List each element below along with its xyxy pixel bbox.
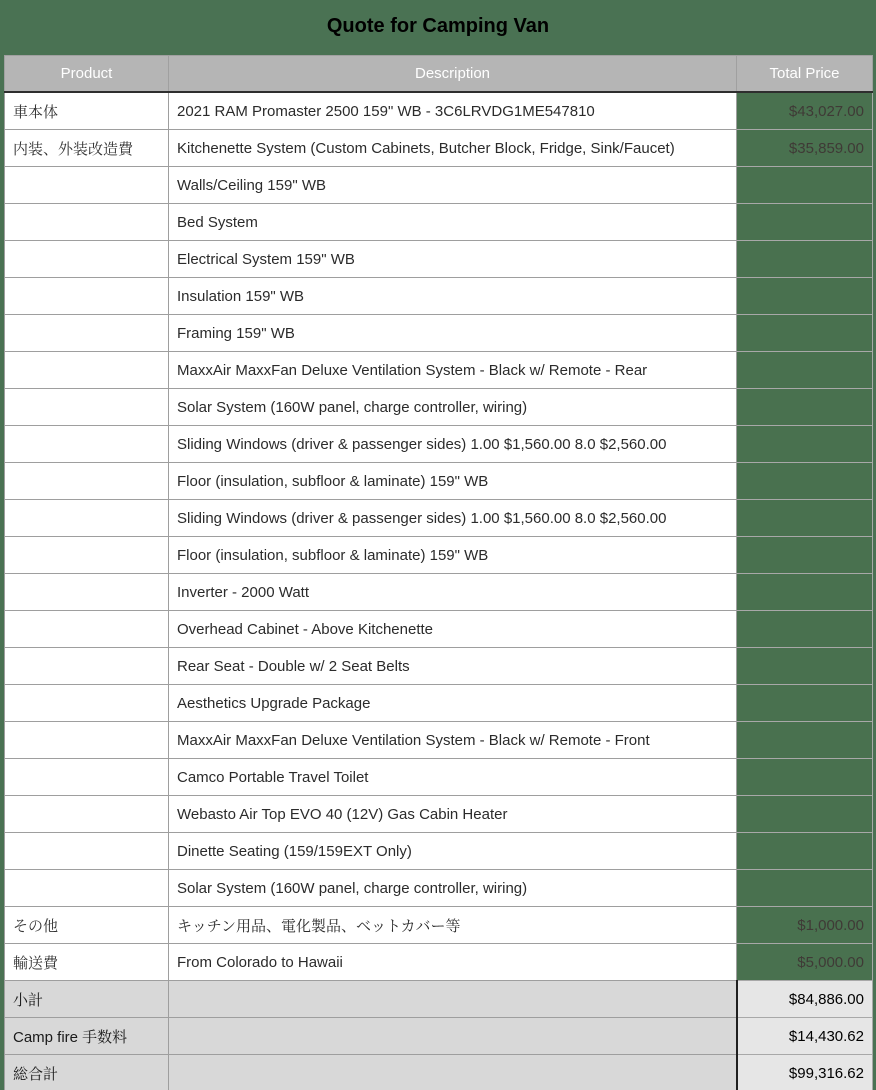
price-cell [737, 463, 873, 500]
quote-table [4, 55, 873, 1090]
product-cell: その他 [5, 907, 169, 944]
product-cell [5, 426, 169, 463]
page-title: Quote for Camping Van [326, 15, 550, 37]
product-cell: 内装、外装改造費 [5, 130, 169, 167]
price-cell [737, 611, 873, 648]
product-cell [5, 500, 169, 537]
price-cell: $5,000.00 [737, 944, 873, 981]
summary-description-cell [169, 1018, 737, 1055]
table-row [5, 167, 873, 204]
description-cell: 2021 RAM Promaster 2500 159" WB - 3C6LRVDG1ME547810 [169, 92, 737, 130]
product-cell [5, 796, 169, 833]
table-row [5, 389, 873, 426]
table-row [5, 463, 873, 500]
price-cell [737, 241, 873, 278]
description-cell: Webasto Air Top EVO 40 (12V) Gas Cabin Heater [169, 796, 737, 833]
table-row [5, 907, 873, 944]
summary-row [5, 1018, 873, 1055]
description-cell: From Colorado to Hawaii [169, 944, 737, 981]
table-row [5, 648, 873, 685]
price-cell [737, 537, 873, 574]
price-cell [737, 648, 873, 685]
price-cell [737, 870, 873, 907]
column-header-total-price: Total Price [737, 56, 873, 93]
description-cell: Electrical System 159" WB [169, 241, 737, 278]
table-row [5, 870, 873, 907]
header-row [5, 56, 873, 93]
description-cell: Solar System (160W panel, charge controller, wiring) [169, 389, 737, 426]
product-cell [5, 241, 169, 278]
description-cell: Aesthetics Upgrade Package [169, 685, 737, 722]
description-cell: MaxxAir MaxxFan Deluxe Ventilation System - Black w/ Remote - Rear [169, 352, 737, 389]
table-row [5, 278, 873, 315]
product-cell [5, 463, 169, 500]
product-cell [5, 722, 169, 759]
summary-label-cell: 総合計 [5, 1055, 169, 1090]
table-row [5, 611, 873, 648]
price-cell [737, 833, 873, 870]
product-cell [5, 537, 169, 574]
description-cell: Camco Portable Travel Toilet [169, 759, 737, 796]
product-cell [5, 204, 169, 241]
price-cell [737, 315, 873, 352]
product-cell [5, 352, 169, 389]
description-cell: Sliding Windows (driver & passenger sides) 1.00 $1,560.00 8.0 $2,560.00 [169, 500, 737, 537]
table-row [5, 500, 873, 537]
price-cell [737, 389, 873, 426]
summary-row [5, 981, 873, 1018]
product-cell [5, 167, 169, 204]
price-cell [737, 167, 873, 204]
description-cell: Insulation 159" WB [169, 278, 737, 315]
price-cell: $43,027.00 [737, 92, 873, 130]
table-row [5, 92, 873, 130]
price-cell [737, 574, 873, 611]
summary-price-cell: $14,430.62 [737, 1018, 873, 1055]
column-header-product: Product [5, 56, 169, 93]
table-row [5, 130, 873, 167]
description-cell: Sliding Windows (driver & passenger sides) 1.00 $1,560.00 8.0 $2,560.00 [169, 426, 737, 463]
table-row [5, 759, 873, 796]
description-cell: MaxxAir MaxxFan Deluxe Ventilation System - Black w/ Remote - Front [169, 722, 737, 759]
table-row [5, 685, 873, 722]
description-cell: Kitchenette System (Custom Cabinets, Butcher Block, Fridge, Sink/Faucet) [169, 130, 737, 167]
summary-label-cell: Camp fire 手数料 [5, 1018, 169, 1055]
price-cell [737, 204, 873, 241]
description-cell: Framing 159" WB [169, 315, 737, 352]
table-row [5, 204, 873, 241]
product-cell [5, 759, 169, 796]
product-cell [5, 574, 169, 611]
price-cell: $35,859.00 [737, 130, 873, 167]
description-cell: Rear Seat - Double w/ 2 Seat Belts [169, 648, 737, 685]
table-row [5, 944, 873, 981]
summary-price-cell: $99,316.62 [737, 1055, 873, 1090]
column-header-description: Description [169, 56, 737, 93]
table-row [5, 796, 873, 833]
price-cell: $1,000.00 [737, 907, 873, 944]
table-row [5, 426, 873, 463]
price-cell [737, 759, 873, 796]
product-cell: 車本体 [5, 92, 169, 130]
description-cell: Solar System (160W panel, charge controller, wiring) [169, 870, 737, 907]
price-cell [737, 352, 873, 389]
price-cell [737, 500, 873, 537]
product-cell [5, 389, 169, 426]
summary-price-cell: $84,886.00 [737, 981, 873, 1018]
product-cell [5, 278, 169, 315]
table-row [5, 241, 873, 278]
summary-rows [5, 981, 873, 1090]
product-cell: 輸送費 [5, 944, 169, 981]
product-cell [5, 833, 169, 870]
description-cell: Floor (insulation, subfloor & laminate) 159" WB [169, 537, 737, 574]
price-cell [737, 426, 873, 463]
description-cell: Inverter - 2000 Watt [169, 574, 737, 611]
description-cell: Overhead Cabinet - Above Kitchenette [169, 611, 737, 648]
item-rows [5, 92, 873, 981]
table-row [5, 833, 873, 870]
price-cell [737, 278, 873, 315]
product-cell [5, 685, 169, 722]
product-cell [5, 648, 169, 685]
description-cell: キッチン用品、電化製品、ベットカバー等 [169, 907, 737, 944]
description-cell: Bed System [169, 204, 737, 241]
table-row [5, 722, 873, 759]
table-row [5, 315, 873, 352]
price-cell [737, 722, 873, 759]
product-cell [5, 870, 169, 907]
price-cell [737, 796, 873, 833]
table-row [5, 574, 873, 611]
summary-row [5, 1055, 873, 1090]
table-row [5, 352, 873, 389]
summary-label-cell: 小計 [5, 981, 169, 1018]
description-cell: Dinette Seating (159/159EXT Only) [169, 833, 737, 870]
product-cell [5, 611, 169, 648]
price-cell [737, 685, 873, 722]
product-cell [5, 315, 169, 352]
table-row [5, 537, 873, 574]
summary-description-cell [169, 981, 737, 1018]
description-cell: Floor (insulation, subfloor & laminate) 159" WB [169, 463, 737, 500]
summary-description-cell [169, 1055, 737, 1090]
description-cell: Walls/Ceiling 159" WB [169, 167, 737, 204]
